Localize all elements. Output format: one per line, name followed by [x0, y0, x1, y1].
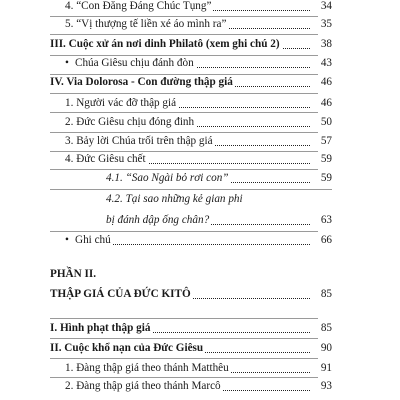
- toc-section-entry: [50, 338, 332, 358]
- toc-entry-page: 34: [318, 0, 332, 16]
- bullet-icon: •: [65, 57, 69, 69]
- toc-entry-label: II. Cuộc khổ nạn của Đức Giêsu: [50, 342, 204, 354]
- toc-entry-label: Chúa Giêsu chịu đánh đòn: [75, 57, 194, 69]
- toc-entry-label: 4.2. Tại sao những kẻ gian phi: [106, 193, 243, 205]
- toc-entry-label: III. Cuộc xử án nơi dinh Philatô (xem ghi chú 2): [50, 38, 280, 50]
- bullet-icon: •: [65, 234, 69, 246]
- toc-entry-page: 91: [318, 358, 332, 378]
- toc-entry-label: IV. Via Dolorosa - Con đường thập giá: [50, 76, 233, 88]
- toc-entry-label: 1. Người vác đỡ thập giá: [65, 97, 177, 109]
- toc-entry: [50, 358, 332, 378]
- toc-entry-page: 57: [318, 131, 332, 151]
- toc-entry-label: 4. Đức Giêsu chết: [65, 153, 146, 165]
- toc-entry-label: 4.1. “Sao Ngài bỏ rơi con”: [106, 172, 229, 184]
- part-heading: PHẦN II.: [50, 268, 96, 280]
- toc-entry-label: 3. Bảy lời Chúa trối trên thập giá: [65, 135, 213, 147]
- toc-entry-page: 66: [318, 230, 332, 250]
- toc-entry-label: 2. Đàng thập giá theo thánh Marcô: [65, 380, 221, 392]
- toc-subentry: [50, 210, 332, 230]
- toc-section-entry: [50, 318, 332, 338]
- toc-entry-page: 46: [318, 72, 332, 92]
- toc-entry: [50, 149, 332, 169]
- toc-entry: [50, 230, 332, 250]
- toc-entry: [50, 14, 332, 34]
- toc-entry: [50, 112, 332, 132]
- toc-entry-page: 35: [318, 14, 332, 34]
- toc-entry-label: 2. Đức Giêsu chịu đóng đinh: [65, 116, 195, 128]
- toc-entry-page: 93: [318, 376, 332, 396]
- toc-part-entry: [50, 284, 332, 304]
- toc-entry-label: I. Hình phạt thập giá: [50, 322, 151, 334]
- toc-entry-page: 43: [318, 53, 332, 73]
- toc-entry: [50, 131, 332, 151]
- toc-entry-page: 59: [318, 168, 332, 188]
- toc-entry-page: 50: [318, 112, 332, 132]
- toc-section-entry: [50, 34, 332, 54]
- toc-entry-label: bị đánh dập ống chân?: [106, 214, 210, 226]
- toc-subentry-line: [50, 189, 332, 209]
- toc-entry-page: 85: [318, 284, 332, 304]
- toc-entry-page: 90: [318, 338, 332, 358]
- toc-entry: [50, 93, 332, 113]
- toc-entry-label: 5. “Vị thượng tế liền xé áo mình ra”: [65, 18, 227, 30]
- toc-entry-label: 4. “Con Đăng Đáng Chúc Tụng”: [65, 0, 212, 12]
- toc-entry-label: Ghi chú: [75, 234, 111, 246]
- toc-entry-page: 59: [318, 149, 332, 169]
- toc-entry-label: THẬP GIÁ CỦA ĐỨC KITÔ: [50, 288, 191, 300]
- toc-entry: [50, 376, 332, 396]
- toc-entry: [50, 53, 332, 73]
- toc-entry-page: 85: [318, 318, 332, 338]
- toc-section-entry: [50, 72, 332, 92]
- toc-entry-page: 63: [318, 210, 332, 230]
- toc-entry-page: 38: [318, 34, 332, 54]
- toc-subentry: [50, 168, 332, 188]
- toc-entry-page: 46: [318, 93, 332, 113]
- toc-entry-label: 1. Đàng thập giá theo thánh Matthêu: [65, 362, 229, 374]
